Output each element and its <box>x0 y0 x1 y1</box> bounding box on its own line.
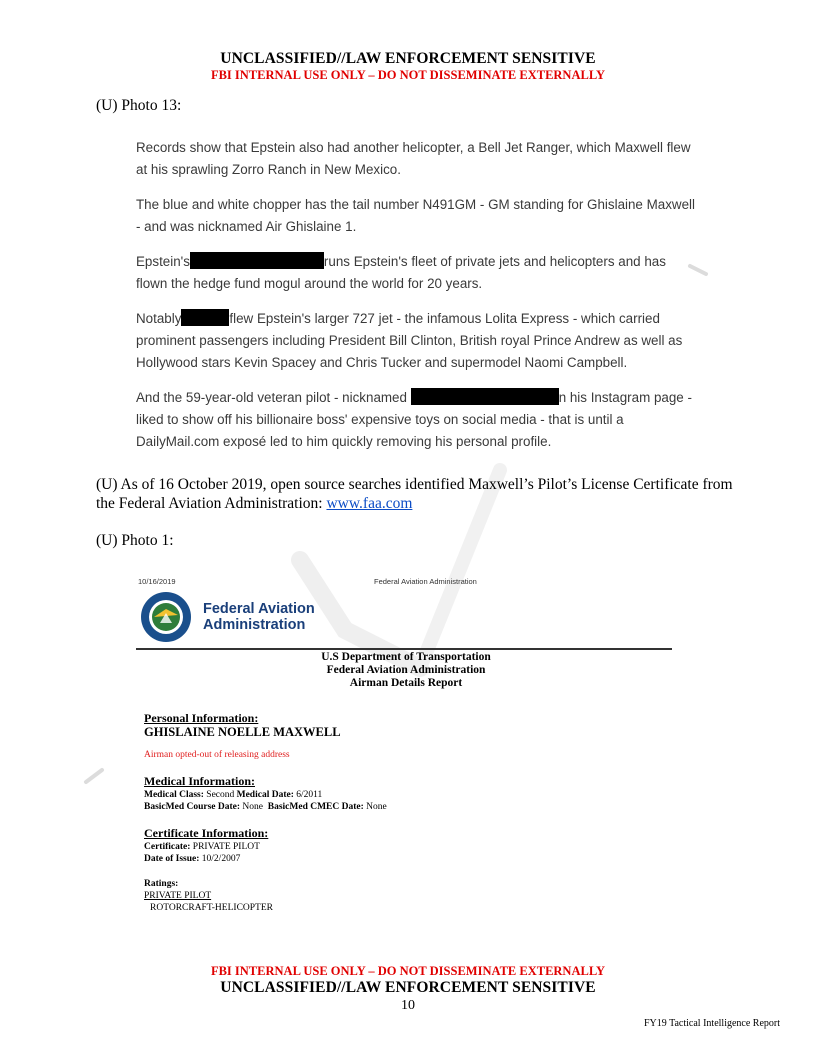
report-agency-top: Federal Aviation Administration <box>374 577 477 586</box>
footer-classification: UNCLASSIFIED//LAW ENFORCEMENT SENSITIVE <box>220 979 596 996</box>
report-faa: Federal Aviation Administration <box>326 664 486 676</box>
ratings-label-text: Ratings: <box>144 879 179 889</box>
basicmed-course-value: None <box>242 802 263 812</box>
airman-name: GHISLAINE NOELLE MAXWELL <box>144 725 341 739</box>
ratings-label <box>144 878 178 890</box>
issue-date-line <box>144 853 240 865</box>
certificate-label: Certificate: <box>144 842 191 852</box>
report-name: FY19 Tactical Intelligence Report <box>643 1018 780 1029</box>
certificate-value: PRIVATE PILOT <box>192 842 260 852</box>
clip-paragraph-5 <box>136 387 696 453</box>
medical-class-line <box>144 789 322 801</box>
clip-paragraph-2: The blue and white chopper has the tail number N491GM - GM standing for Ghislaine Maxwell - and was nicknamed Air Ghislaine 1. <box>136 197 695 234</box>
clip-p4-before: Notably <box>136 311 182 326</box>
footer-handling: FBI INTERNAL USE ONLY – DO NOT DISSEMINATE EXTERNALLY <box>210 964 606 978</box>
issue-date-value: 10/2/2007 <box>201 854 241 864</box>
clip-p5-after: n his Instagram page - liked to show off his billionaire boss' expensive toys on social media - that is until a DailyMail.com exposé led to him quickly removing his personal profile. <box>136 390 692 449</box>
clip-paragraph-1: Records show that Epstein also had another helicopter, a Bell Jet Ranger, which Maxwell flew at his sprawling Zorro Ranch in New Mexico. <box>136 140 691 177</box>
redaction-box <box>181 309 229 326</box>
report-dept: U.S Department of Transportation <box>321 651 491 663</box>
clip-p5-before: And the 59-year-old veteran pilot - nicknamed <box>136 390 407 405</box>
photo1-label: (U) Photo 1: <box>96 532 174 549</box>
basicmed-cmec-value: None <box>366 802 387 812</box>
issue-date-label: Date of Issue: <box>144 854 200 864</box>
clip-p4-after: flew Epstein's larger 727 jet - the infamous Lolita Express - which carried prominent passengers including President Bill Clinton, British royal Prince Andrew as well as Hollywood stars Kevin Spacey and Chris Tucker and supermodel Naomi Campbell. <box>136 311 683 370</box>
rating-rotorcraft: ROTORCRAFT-HELICOPTER <box>150 903 273 913</box>
basicmed-cmec-label: BasicMed CMEC Date: <box>267 802 364 812</box>
address-optout: Airman opted-out of releasing address <box>144 750 290 760</box>
clip-paragraph-3 <box>136 251 696 295</box>
photo13-label: (U) Photo 13: <box>96 97 182 114</box>
medical-info-title: Medical Information: <box>144 774 255 788</box>
basicmed-course-label: BasicMed Course Date: <box>144 802 241 812</box>
faa-logo-line1: Federal Aviation <box>203 601 315 617</box>
news-clipping <box>136 137 696 466</box>
license-text: (U) As of 16 October 2019, open source searches identified Maxwell’s Pilot’s License Certificate from the Federal Aviation Administration: <box>96 476 733 512</box>
faa-seal-icon <box>140 591 192 643</box>
clip-p3-after: runs Epstein's fleet of private jets and helicopters and has flown the hedge fund mogul around the world for 20 years. <box>136 254 666 291</box>
rating-private-pilot: PRIVATE PILOT <box>144 891 212 901</box>
medical-class-value: Second <box>206 790 235 800</box>
header-classification: UNCLASSIFIED//LAW ENFORCEMENT SENSITIVE <box>220 50 596 67</box>
page-number: 10 <box>401 998 415 1013</box>
basicmed-line <box>144 801 387 813</box>
certificate-line <box>144 841 260 853</box>
report-divider <box>136 648 672 650</box>
faa-logo-line2: Administration <box>203 617 306 633</box>
report-title: Airman Details Report <box>349 677 463 689</box>
clip-p3-before: Epstein's <box>136 254 190 269</box>
redaction-box <box>190 252 324 269</box>
faa-link[interactable]: www.faa.com <box>326 495 413 512</box>
personal-info-title: Personal Information: <box>144 711 259 725</box>
medical-class-label: Medical Class: <box>144 790 204 800</box>
clip-paragraph-4 <box>136 308 696 374</box>
header-handling: FBI INTERNAL USE ONLY – DO NOT DISSEMINATE EXTERNALLY <box>210 68 606 82</box>
report-date: 10/16/2019 <box>138 577 176 586</box>
license-paragraph <box>96 475 736 513</box>
certificate-info-title: Certificate Information: <box>144 826 269 840</box>
redaction-box <box>411 388 559 405</box>
medical-date-label: Medical Date: <box>236 790 294 800</box>
medical-date-value: 6/2011 <box>296 790 323 800</box>
